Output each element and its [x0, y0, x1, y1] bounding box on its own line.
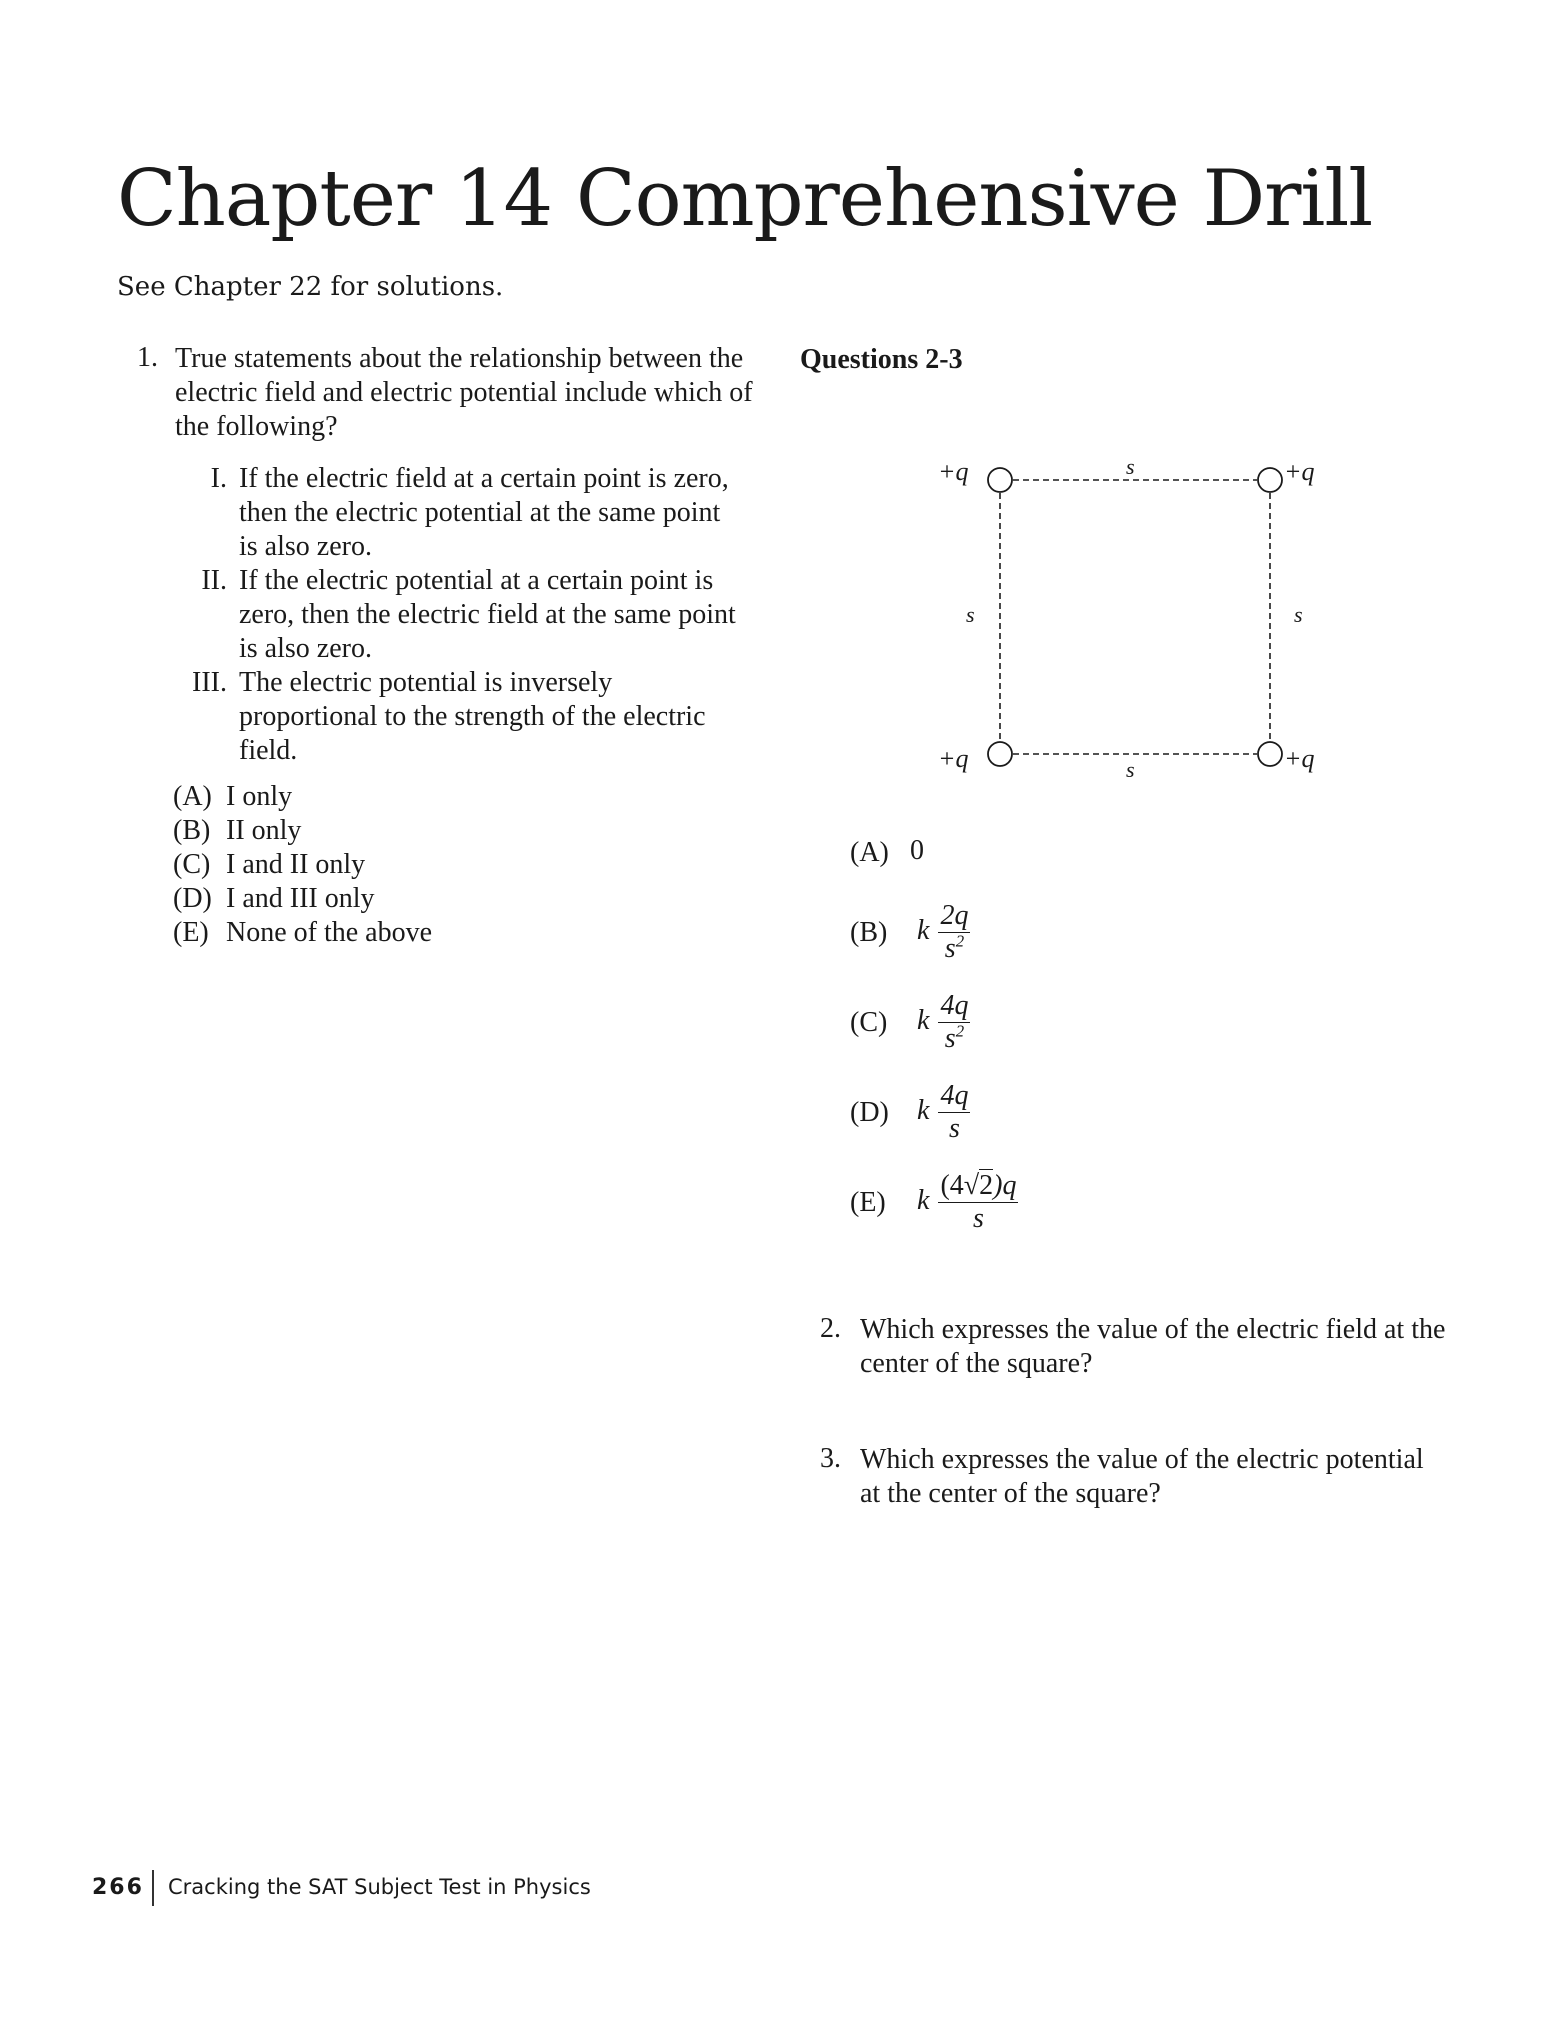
page-title: Chapter 14 Comprehensive Drill — [117, 154, 1373, 244]
q1-choice-c[interactable] — [173, 848, 365, 882]
q23-choice-c-denominator: s — [944, 1023, 956, 1054]
q23-choice-d-denominator: s — [948, 1113, 960, 1144]
question-2-number: 2. — [820, 1313, 841, 1344]
q23-choice-b-letter: (B) — [850, 916, 888, 948]
q23-choice-b-k: k — [917, 914, 930, 946]
q1-choice-b-letter: (B) — [173, 815, 211, 846]
q23-choice-c[interactable] — [850, 990, 970, 1055]
charge-top-left — [988, 468, 1012, 492]
label-side-bottom: s — [1126, 757, 1135, 782]
question-1-number: 1. — [137, 342, 158, 373]
q1-choice-d-text: I and III only — [226, 883, 375, 914]
q1-choice-b-text: II only — [226, 815, 302, 846]
q1-choice-c-text: I and II only — [226, 849, 366, 880]
book-title: Cracking the SAT Subject Test in Physics — [168, 1875, 591, 1899]
q23-choice-d-numerator: 4q — [940, 1080, 969, 1111]
q23-choice-e-numerator: (4√2)q — [940, 1170, 1017, 1201]
q1-choice-e[interactable] — [173, 916, 432, 950]
q23-choice-b[interactable] — [850, 900, 970, 965]
statement-2-text: If the electric potential at a certain point is zero, then the electric field at the same point is also zero. — [239, 565, 736, 664]
statement-2-numeral: II. — [201, 565, 227, 596]
charge-bottom-left — [988, 742, 1012, 766]
q23-choice-a-letter: (A) — [850, 836, 889, 868]
q23-choice-e-denominator: s — [973, 1203, 984, 1234]
q23-choice-a[interactable] — [850, 835, 924, 869]
question-1-text: True statements about the relationship between the electric field and electric potential include which of the following? — [175, 343, 753, 442]
q23-choice-c-k: k — [917, 1004, 930, 1036]
footer-divider — [152, 1870, 154, 1906]
charge-top-right — [1258, 468, 1282, 492]
statement-1-numeral: I. — [210, 463, 227, 494]
q23-choice-e-letter: (E) — [850, 1186, 886, 1218]
label-charge-top-right: +q — [1284, 457, 1315, 486]
label-side-top: s — [1126, 454, 1135, 479]
label-side-left: s — [966, 602, 975, 627]
q23-choice-b-denominator: s — [944, 933, 956, 964]
q23-choice-c-numerator: 4q — [940, 990, 969, 1021]
sqrt-symbol-icon: √ — [963, 1170, 980, 1201]
statement-1-text: If the electric field at a certain point is zero, then the electric potential at the same point is also zero. — [239, 463, 729, 562]
q23-choice-d-fraction — [938, 1080, 970, 1145]
q1-choice-d-letter: (D) — [173, 883, 212, 914]
q1-choice-d[interactable] — [173, 882, 375, 916]
statement-3 — [192, 666, 739, 768]
charge-bottom-right — [1258, 742, 1282, 766]
statement-1 — [210, 462, 739, 564]
q23-choice-d-letter: (D) — [850, 1096, 889, 1128]
q23-choice-e-k: k — [917, 1184, 930, 1216]
q23-choice-c-fraction — [938, 990, 970, 1055]
q1-choice-c-letter: (C) — [173, 849, 211, 880]
label-side-right: s — [1294, 602, 1303, 627]
q23-choice-c-exponent: 2 — [955, 1021, 965, 1041]
question-3-text: Which expresses the value of the electric potential at the center of the square? — [860, 1444, 1424, 1509]
q1-choice-e-text: None of the above — [226, 917, 433, 948]
q23-choice-c-letter: (C) — [850, 1006, 888, 1038]
q1-choice-a[interactable] — [173, 780, 292, 814]
q23-choice-e-fraction — [938, 1170, 1018, 1235]
q23-choice-e[interactable] — [850, 1170, 1018, 1235]
q1-choice-b[interactable] — [173, 814, 301, 848]
q23-choice-b-fraction — [938, 900, 970, 965]
q1-choice-a-text: I only — [226, 781, 293, 812]
page-number: 266 — [92, 1875, 144, 1900]
q1-choice-a-letter: (A) — [173, 781, 212, 812]
q23-choice-a-value: 0 — [910, 835, 924, 866]
label-charge-bottom-right: +q — [1284, 744, 1315, 773]
q23-choice-d[interactable] — [850, 1080, 970, 1145]
label-charge-top-left: +q — [938, 457, 969, 486]
q23-choice-d-k: k — [917, 1094, 930, 1126]
statement-2 — [201, 564, 739, 666]
charge-square-diagram — [930, 450, 1330, 790]
question-3-number: 3. — [820, 1443, 841, 1474]
questions-2-3-heading: Questions 2-3 — [800, 344, 963, 375]
question-2-text: Which expresses the value of the electric field at the center of the square? — [860, 1314, 1446, 1379]
q23-choice-b-numerator: 2q — [940, 900, 969, 931]
q1-choice-e-letter: (E) — [173, 917, 209, 948]
page-subtitle: See Chapter 22 for solutions. — [117, 272, 504, 302]
statement-3-text: The electric potential is inversely proportional to the strength of the electric field. — [239, 667, 706, 766]
statement-3-numeral: III. — [192, 667, 227, 698]
q23-choice-b-exponent: 2 — [955, 931, 965, 951]
label-charge-bottom-left: +q — [938, 744, 969, 773]
